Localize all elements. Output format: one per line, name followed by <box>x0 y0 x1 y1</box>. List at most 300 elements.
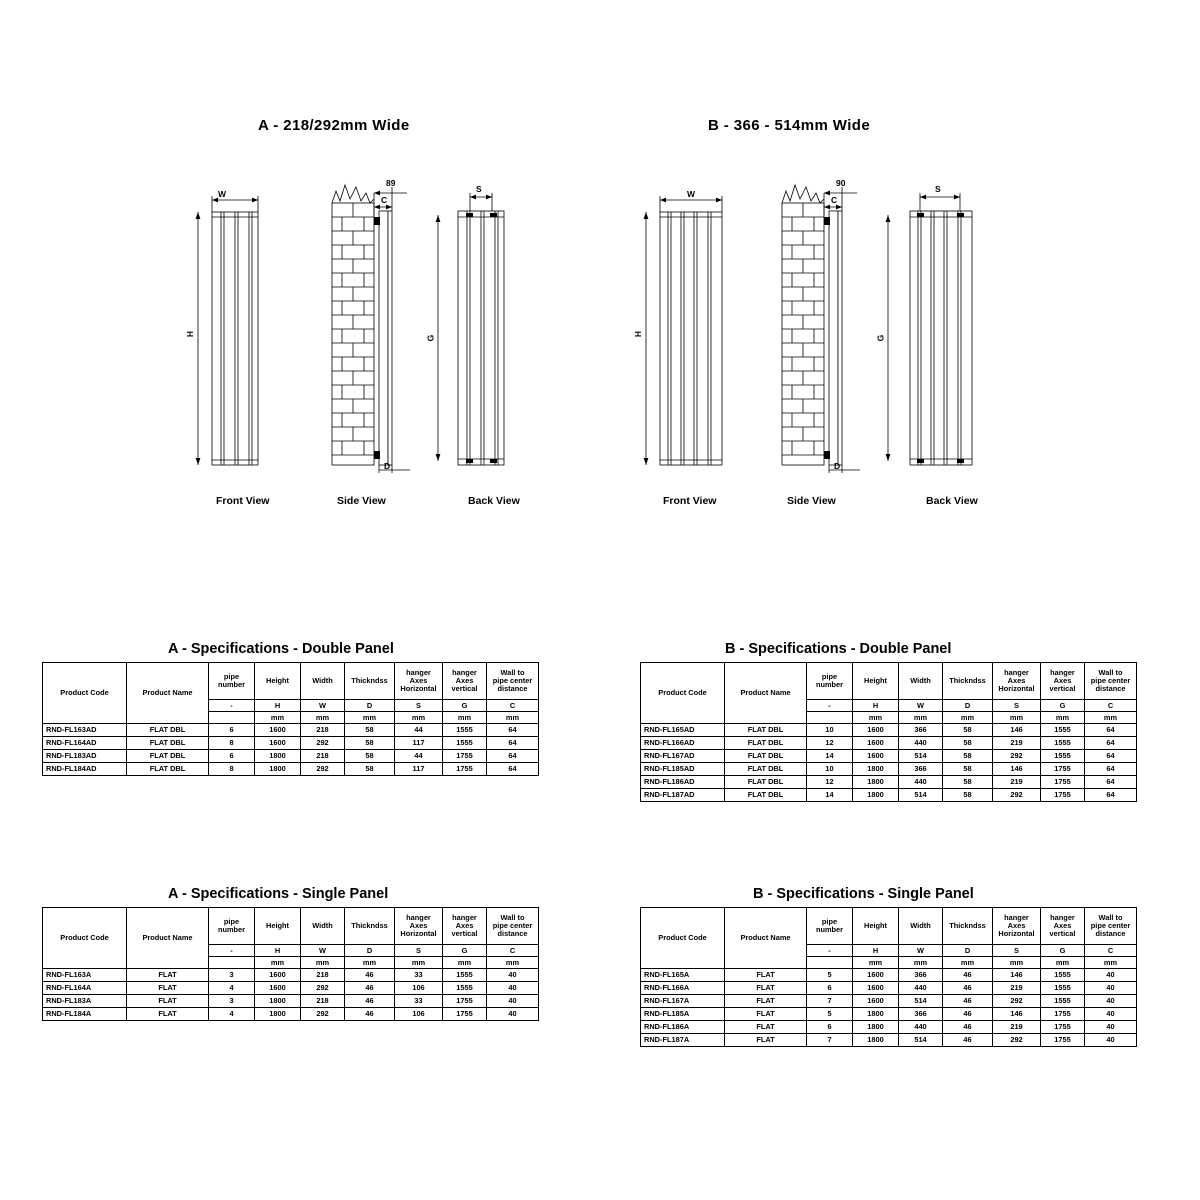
table-cell: 218 <box>301 750 345 763</box>
table-cell: FLAT <box>725 1021 807 1034</box>
table-cell: 64 <box>487 763 539 776</box>
column-header: Product Name <box>127 663 209 724</box>
cell-product-code: RND-FL163A <box>43 969 127 982</box>
column-header: Height <box>255 663 301 700</box>
table-cell: FLAT <box>127 995 209 1008</box>
column-header: hanger Axes Horizontal <box>395 663 443 700</box>
column-header: Product Name <box>725 908 807 969</box>
column-unit: mm <box>853 712 899 724</box>
table-cell: 4 <box>209 1008 255 1021</box>
column-unit: mm <box>301 957 345 969</box>
column-symbol: G <box>443 945 487 957</box>
table-cell: 146 <box>993 724 1041 737</box>
table-cell: 40 <box>1085 969 1137 982</box>
column-unit <box>209 957 255 969</box>
table-cell: 440 <box>899 982 943 995</box>
spec-table-b-double <box>640 662 1137 802</box>
table-cell: 146 <box>993 969 1041 982</box>
column-unit: mm <box>993 957 1041 969</box>
table-cell: 1800 <box>255 995 301 1008</box>
table-row <box>641 724 1137 737</box>
column-unit: mm <box>395 957 443 969</box>
table-cell: 58 <box>943 737 993 750</box>
table-cell: 1555 <box>1041 969 1085 982</box>
table-cell: 64 <box>1085 750 1137 763</box>
table-cell: 1555 <box>443 969 487 982</box>
table-cell: FLAT <box>127 969 209 982</box>
table-cell: FLAT DBL <box>725 737 807 750</box>
column-symbol: - <box>209 945 255 957</box>
cell-product-code: RND-FL183AD <box>43 750 127 763</box>
table-cell: 8 <box>209 763 255 776</box>
table-row <box>43 724 539 737</box>
column-symbol: H <box>255 945 301 957</box>
table-cell: 292 <box>301 737 345 750</box>
cell-product-code: RND-FL164AD <box>43 737 127 750</box>
cell-product-code: RND-FL166AD <box>641 737 725 750</box>
column-unit: mm <box>943 712 993 724</box>
table-cell: 44 <box>395 750 443 763</box>
table-cell: 46 <box>345 1008 395 1021</box>
table-cell: 4 <box>209 982 255 995</box>
column-header: Width <box>899 908 943 945</box>
table-cell: 40 <box>1085 982 1137 995</box>
column-header: Product Name <box>725 663 807 724</box>
table-cell: 117 <box>395 763 443 776</box>
table-cell: 46 <box>943 1021 993 1034</box>
table-cell: 1800 <box>853 1008 899 1021</box>
cell-product-code: RND-FL164A <box>43 982 127 995</box>
table-cell: FLAT DBL <box>725 789 807 802</box>
column-header: Wall to pipe center distance <box>487 908 539 945</box>
table-cell: FLAT DBL <box>725 750 807 763</box>
column-unit: mm <box>993 712 1041 724</box>
column-unit: mm <box>899 957 943 969</box>
table-cell: 1600 <box>255 969 301 982</box>
table-cell: 12 <box>807 737 853 750</box>
table-cell: FLAT DBL <box>127 724 209 737</box>
table-cell: 64 <box>487 724 539 737</box>
table-cell: 146 <box>993 763 1041 776</box>
table-cell: 14 <box>807 750 853 763</box>
table-cell: 440 <box>899 1021 943 1034</box>
column-symbol: C <box>1085 945 1137 957</box>
table-row <box>641 763 1137 776</box>
column-unit: mm <box>487 957 539 969</box>
column-header: Thickndss <box>345 908 395 945</box>
table-cell: 64 <box>1085 776 1137 789</box>
column-unit: mm <box>443 957 487 969</box>
table-cell: 292 <box>993 995 1041 1008</box>
diagram-a-drawing <box>180 155 580 515</box>
table-cell: 1600 <box>255 982 301 995</box>
table-cell: 10 <box>807 763 853 776</box>
table-row <box>641 737 1137 750</box>
table-cell: FLAT <box>725 982 807 995</box>
cell-product-code: RND-FL186A <box>641 1021 725 1034</box>
column-symbol: C <box>487 700 539 712</box>
cell-product-code: RND-FL184A <box>43 1008 127 1021</box>
table-cell: 40 <box>487 1008 539 1021</box>
table-cell: 6 <box>807 1021 853 1034</box>
table-cell: 46 <box>943 982 993 995</box>
dim-h-label-b: H <box>633 330 644 338</box>
table-row <box>43 1008 539 1021</box>
column-symbol: H <box>255 700 301 712</box>
column-symbol: G <box>443 700 487 712</box>
table-row <box>641 995 1137 1008</box>
table-cell: 58 <box>345 763 395 776</box>
table-cell: 40 <box>1085 1034 1137 1047</box>
table-cell: 7 <box>807 995 853 1008</box>
table-cell: 440 <box>899 776 943 789</box>
table-row <box>43 995 539 1008</box>
table-row <box>641 776 1137 789</box>
column-unit: mm <box>255 712 301 724</box>
table-cell: 14 <box>807 789 853 802</box>
column-symbol: G <box>1041 945 1085 957</box>
column-symbol: W <box>899 945 943 957</box>
column-header: Height <box>255 908 301 945</box>
table-cell: 292 <box>993 789 1041 802</box>
table-cell: 64 <box>1085 737 1137 750</box>
column-header: pipe number <box>807 663 853 700</box>
table-cell: 106 <box>395 1008 443 1021</box>
dim-s-label-b: S <box>935 184 941 194</box>
column-symbol: H <box>853 700 899 712</box>
table-cell: 219 <box>993 1021 1041 1034</box>
column-symbol: D <box>943 945 993 957</box>
column-symbol: W <box>301 700 345 712</box>
table-cell: 117 <box>395 737 443 750</box>
table-cell: 64 <box>1085 763 1137 776</box>
diagram-b-title: B - 366 - 514mm Wide <box>708 117 871 134</box>
table-cell: 514 <box>899 750 943 763</box>
table-cell: FLAT DBL <box>725 724 807 737</box>
table-cell: FLAT DBL <box>725 763 807 776</box>
column-symbol: W <box>899 700 943 712</box>
table-cell: 292 <box>301 982 345 995</box>
table-cell: 6 <box>209 724 255 737</box>
table-cell: 12 <box>807 776 853 789</box>
column-header: Wall to pipe center distance <box>1085 663 1137 700</box>
column-symbol: S <box>993 945 1041 957</box>
cell-product-code: RND-FL185A <box>641 1008 725 1021</box>
table-cell: 58 <box>345 724 395 737</box>
table-cell: 46 <box>345 982 395 995</box>
table-cell: 3 <box>209 995 255 1008</box>
table-cell: 40 <box>487 982 539 995</box>
table-cell: 106 <box>395 982 443 995</box>
dim-89-label-a: 89 <box>386 178 396 188</box>
column-header: Thickndss <box>943 908 993 945</box>
table-row <box>43 969 539 982</box>
column-symbol: D <box>345 700 395 712</box>
table-cell: 46 <box>943 995 993 1008</box>
column-unit: mm <box>301 712 345 724</box>
table-cell: 46 <box>943 1034 993 1047</box>
table-cell: 1555 <box>443 724 487 737</box>
column-header: Product Code <box>43 663 127 724</box>
table-cell: 64 <box>487 737 539 750</box>
table-cell: 514 <box>899 789 943 802</box>
table-cell: 1800 <box>255 1008 301 1021</box>
table-cell: 1555 <box>443 737 487 750</box>
dim-w-label-a: W <box>218 189 227 199</box>
dim-s-label-a: S <box>476 184 482 194</box>
table-cell: 1800 <box>853 1034 899 1047</box>
table-cell: 366 <box>899 724 943 737</box>
diagram-a-svg <box>180 155 580 515</box>
table-cell: 58 <box>943 763 993 776</box>
column-symbol: - <box>807 700 853 712</box>
column-header: hanger Axes Horizontal <box>993 663 1041 700</box>
column-unit: mm <box>853 957 899 969</box>
table-cell: FLAT DBL <box>127 763 209 776</box>
cell-product-code: RND-FL163AD <box>43 724 127 737</box>
table-row <box>641 982 1137 995</box>
column-unit: mm <box>1085 712 1137 724</box>
dim-h-label-a: H <box>185 330 196 338</box>
diagram-b-drawing <box>630 155 1030 515</box>
dim-d-label-b: D <box>834 461 841 471</box>
table-cell: 1600 <box>853 982 899 995</box>
column-unit <box>807 957 853 969</box>
table-cell: 218 <box>301 724 345 737</box>
table-cell: 1555 <box>1041 982 1085 995</box>
table-cell: 219 <box>993 982 1041 995</box>
column-header: Wall to pipe center distance <box>1085 908 1137 945</box>
column-unit: mm <box>1085 957 1137 969</box>
column-unit <box>209 712 255 724</box>
column-symbol: D <box>345 945 395 957</box>
diagram-b-svg <box>630 155 1030 515</box>
column-header: hanger Axes Horizontal <box>993 908 1041 945</box>
table-row <box>641 1021 1137 1034</box>
table-cell: FLAT <box>725 969 807 982</box>
table-cell: 3 <box>209 969 255 982</box>
column-header: pipe number <box>209 908 255 945</box>
table-cell: 58 <box>943 776 993 789</box>
table-cell: 1800 <box>255 750 301 763</box>
table-cell: FLAT <box>725 995 807 1008</box>
table-cell: 514 <box>899 995 943 1008</box>
table-cell: 1555 <box>1041 750 1085 763</box>
column-header: Product Name <box>127 908 209 969</box>
table-cell: 1755 <box>443 1008 487 1021</box>
column-symbol: D <box>943 700 993 712</box>
column-symbol: S <box>395 700 443 712</box>
dim-d-label-a: D <box>384 461 391 471</box>
cell-product-code: RND-FL166A <box>641 982 725 995</box>
column-unit: mm <box>1041 712 1085 724</box>
column-header: Height <box>853 663 899 700</box>
table-cell: 1755 <box>1041 789 1085 802</box>
dim-c-label-a: C <box>381 195 388 205</box>
column-header: hanger Axes Horizontal <box>395 908 443 945</box>
table-cell: 40 <box>487 969 539 982</box>
table-cell: 58 <box>345 750 395 763</box>
table-cell: 46 <box>943 1008 993 1021</box>
table-cell: 218 <box>301 995 345 1008</box>
column-header: Product Code <box>641 663 725 724</box>
table-row <box>641 789 1137 802</box>
table-cell: FLAT DBL <box>127 750 209 763</box>
column-header: Thickndss <box>943 663 993 700</box>
table-cell: 46 <box>345 995 395 1008</box>
column-unit: mm <box>487 712 539 724</box>
table-row <box>641 1008 1137 1021</box>
table-cell: 1555 <box>443 982 487 995</box>
table-cell: 514 <box>899 1034 943 1047</box>
column-unit: mm <box>1041 957 1085 969</box>
dim-w-label-b: W <box>687 189 696 199</box>
back-view-label-b: Back View <box>926 495 978 507</box>
table-row <box>43 737 539 750</box>
column-unit <box>807 712 853 724</box>
table-cell: 1755 <box>1041 1008 1085 1021</box>
table-cell: 366 <box>899 763 943 776</box>
table-cell: 46 <box>943 969 993 982</box>
table-cell: 64 <box>487 750 539 763</box>
table-cell: 5 <box>807 1008 853 1021</box>
table-cell: 1555 <box>1041 724 1085 737</box>
column-symbol: C <box>1085 700 1137 712</box>
front-view-label-a: Front View <box>216 495 270 507</box>
table-cell: 366 <box>899 969 943 982</box>
table-row <box>641 750 1137 763</box>
table-cell: 1755 <box>443 763 487 776</box>
column-unit: mm <box>943 957 993 969</box>
cell-product-code: RND-FL185AD <box>641 763 725 776</box>
table-cell: 292 <box>301 763 345 776</box>
table-cell: 1755 <box>443 995 487 1008</box>
table-cell: 6 <box>209 750 255 763</box>
column-unit: mm <box>443 712 487 724</box>
dim-c-label-b: C <box>831 195 838 205</box>
column-header: pipe number <box>807 908 853 945</box>
table-cell: 1600 <box>853 750 899 763</box>
table-cell: 146 <box>993 1008 1041 1021</box>
table-cell: 5 <box>807 969 853 982</box>
table-cell: 1755 <box>1041 776 1085 789</box>
table-title-a-single: A - Specifications - Single Panel <box>168 886 389 902</box>
table-cell: FLAT <box>127 1008 209 1021</box>
column-header: hanger Axes vertical <box>443 908 487 945</box>
side-view-label-a: Side View <box>337 495 386 507</box>
table-cell: 64 <box>1085 724 1137 737</box>
column-header: Product Code <box>43 908 127 969</box>
table-cell: 292 <box>993 1034 1041 1047</box>
column-header: Width <box>899 663 943 700</box>
table-cell: 1600 <box>255 737 301 750</box>
table-cell: 1600 <box>853 969 899 982</box>
table-cell: 292 <box>301 1008 345 1021</box>
table-row <box>43 750 539 763</box>
front-view-label-b: Front View <box>663 495 717 507</box>
table-cell: FLAT <box>127 982 209 995</box>
table-cell: 1800 <box>853 789 899 802</box>
table-cell: 40 <box>1085 1008 1137 1021</box>
column-symbol: G <box>1041 700 1085 712</box>
column-unit: mm <box>345 712 395 724</box>
diagram-a-title: A - 218/292mm Wide <box>258 117 410 134</box>
table-cell: 1555 <box>1041 737 1085 750</box>
table-cell: 44 <box>395 724 443 737</box>
table-cell: 1755 <box>1041 1034 1085 1047</box>
column-symbol: - <box>209 700 255 712</box>
side-view-label-b: Side View <box>787 495 836 507</box>
table-cell: 292 <box>993 750 1041 763</box>
table-cell: 33 <box>395 995 443 1008</box>
cell-product-code: RND-FL167AD <box>641 750 725 763</box>
cell-product-code: RND-FL165AD <box>641 724 725 737</box>
column-header: Width <box>301 908 345 945</box>
table-cell: 58 <box>943 724 993 737</box>
column-symbol: S <box>395 945 443 957</box>
table-cell: 1600 <box>255 724 301 737</box>
cell-product-code: RND-FL165A <box>641 969 725 982</box>
column-unit: mm <box>345 957 395 969</box>
table-cell: FLAT <box>725 1008 807 1021</box>
dim-90-label-b: 90 <box>836 178 846 188</box>
cell-product-code: RND-FL187A <box>641 1034 725 1047</box>
column-header: hanger Axes vertical <box>443 663 487 700</box>
dim-g-label-b: G <box>875 334 886 342</box>
table-cell: 46 <box>345 969 395 982</box>
table-title-b-double: B - Specifications - Double Panel <box>725 641 952 657</box>
cell-product-code: RND-FL187AD <box>641 789 725 802</box>
column-header: Height <box>853 908 899 945</box>
column-header: Thickndss <box>345 663 395 700</box>
table-cell: 40 <box>487 995 539 1008</box>
table-cell: 1755 <box>1041 763 1085 776</box>
table-cell: 8 <box>209 737 255 750</box>
table-cell: 1755 <box>443 750 487 763</box>
table-cell: 58 <box>943 750 993 763</box>
table-cell: 1600 <box>853 995 899 1008</box>
table-cell: FLAT DBL <box>127 737 209 750</box>
column-header: hanger Axes vertical <box>1041 663 1085 700</box>
table-cell: 1600 <box>853 724 899 737</box>
table-cell: 219 <box>993 737 1041 750</box>
table-cell: 7 <box>807 1034 853 1047</box>
table-cell: 40 <box>1085 995 1137 1008</box>
table-cell: 1800 <box>853 776 899 789</box>
table-row <box>43 982 539 995</box>
table-cell: 64 <box>1085 789 1137 802</box>
column-header: Wall to pipe center distance <box>487 663 539 700</box>
table-cell: 218 <box>301 969 345 982</box>
column-unit: mm <box>395 712 443 724</box>
table-cell: 1755 <box>1041 1021 1085 1034</box>
column-symbol: H <box>853 945 899 957</box>
table-cell: 40 <box>1085 1021 1137 1034</box>
cell-product-code: RND-FL183A <box>43 995 127 1008</box>
dim-g-label-a: G <box>425 334 436 342</box>
table-cell: 1600 <box>853 737 899 750</box>
column-unit: mm <box>255 957 301 969</box>
spec-table-a-double <box>42 662 539 776</box>
column-header: hanger Axes vertical <box>1041 908 1085 945</box>
column-symbol: - <box>807 945 853 957</box>
column-header: Width <box>301 663 345 700</box>
column-header: Product Code <box>641 908 725 969</box>
table-cell: FLAT <box>725 1034 807 1047</box>
table-cell: 1800 <box>255 763 301 776</box>
table-cell: 1800 <box>853 1021 899 1034</box>
column-unit: mm <box>899 712 943 724</box>
